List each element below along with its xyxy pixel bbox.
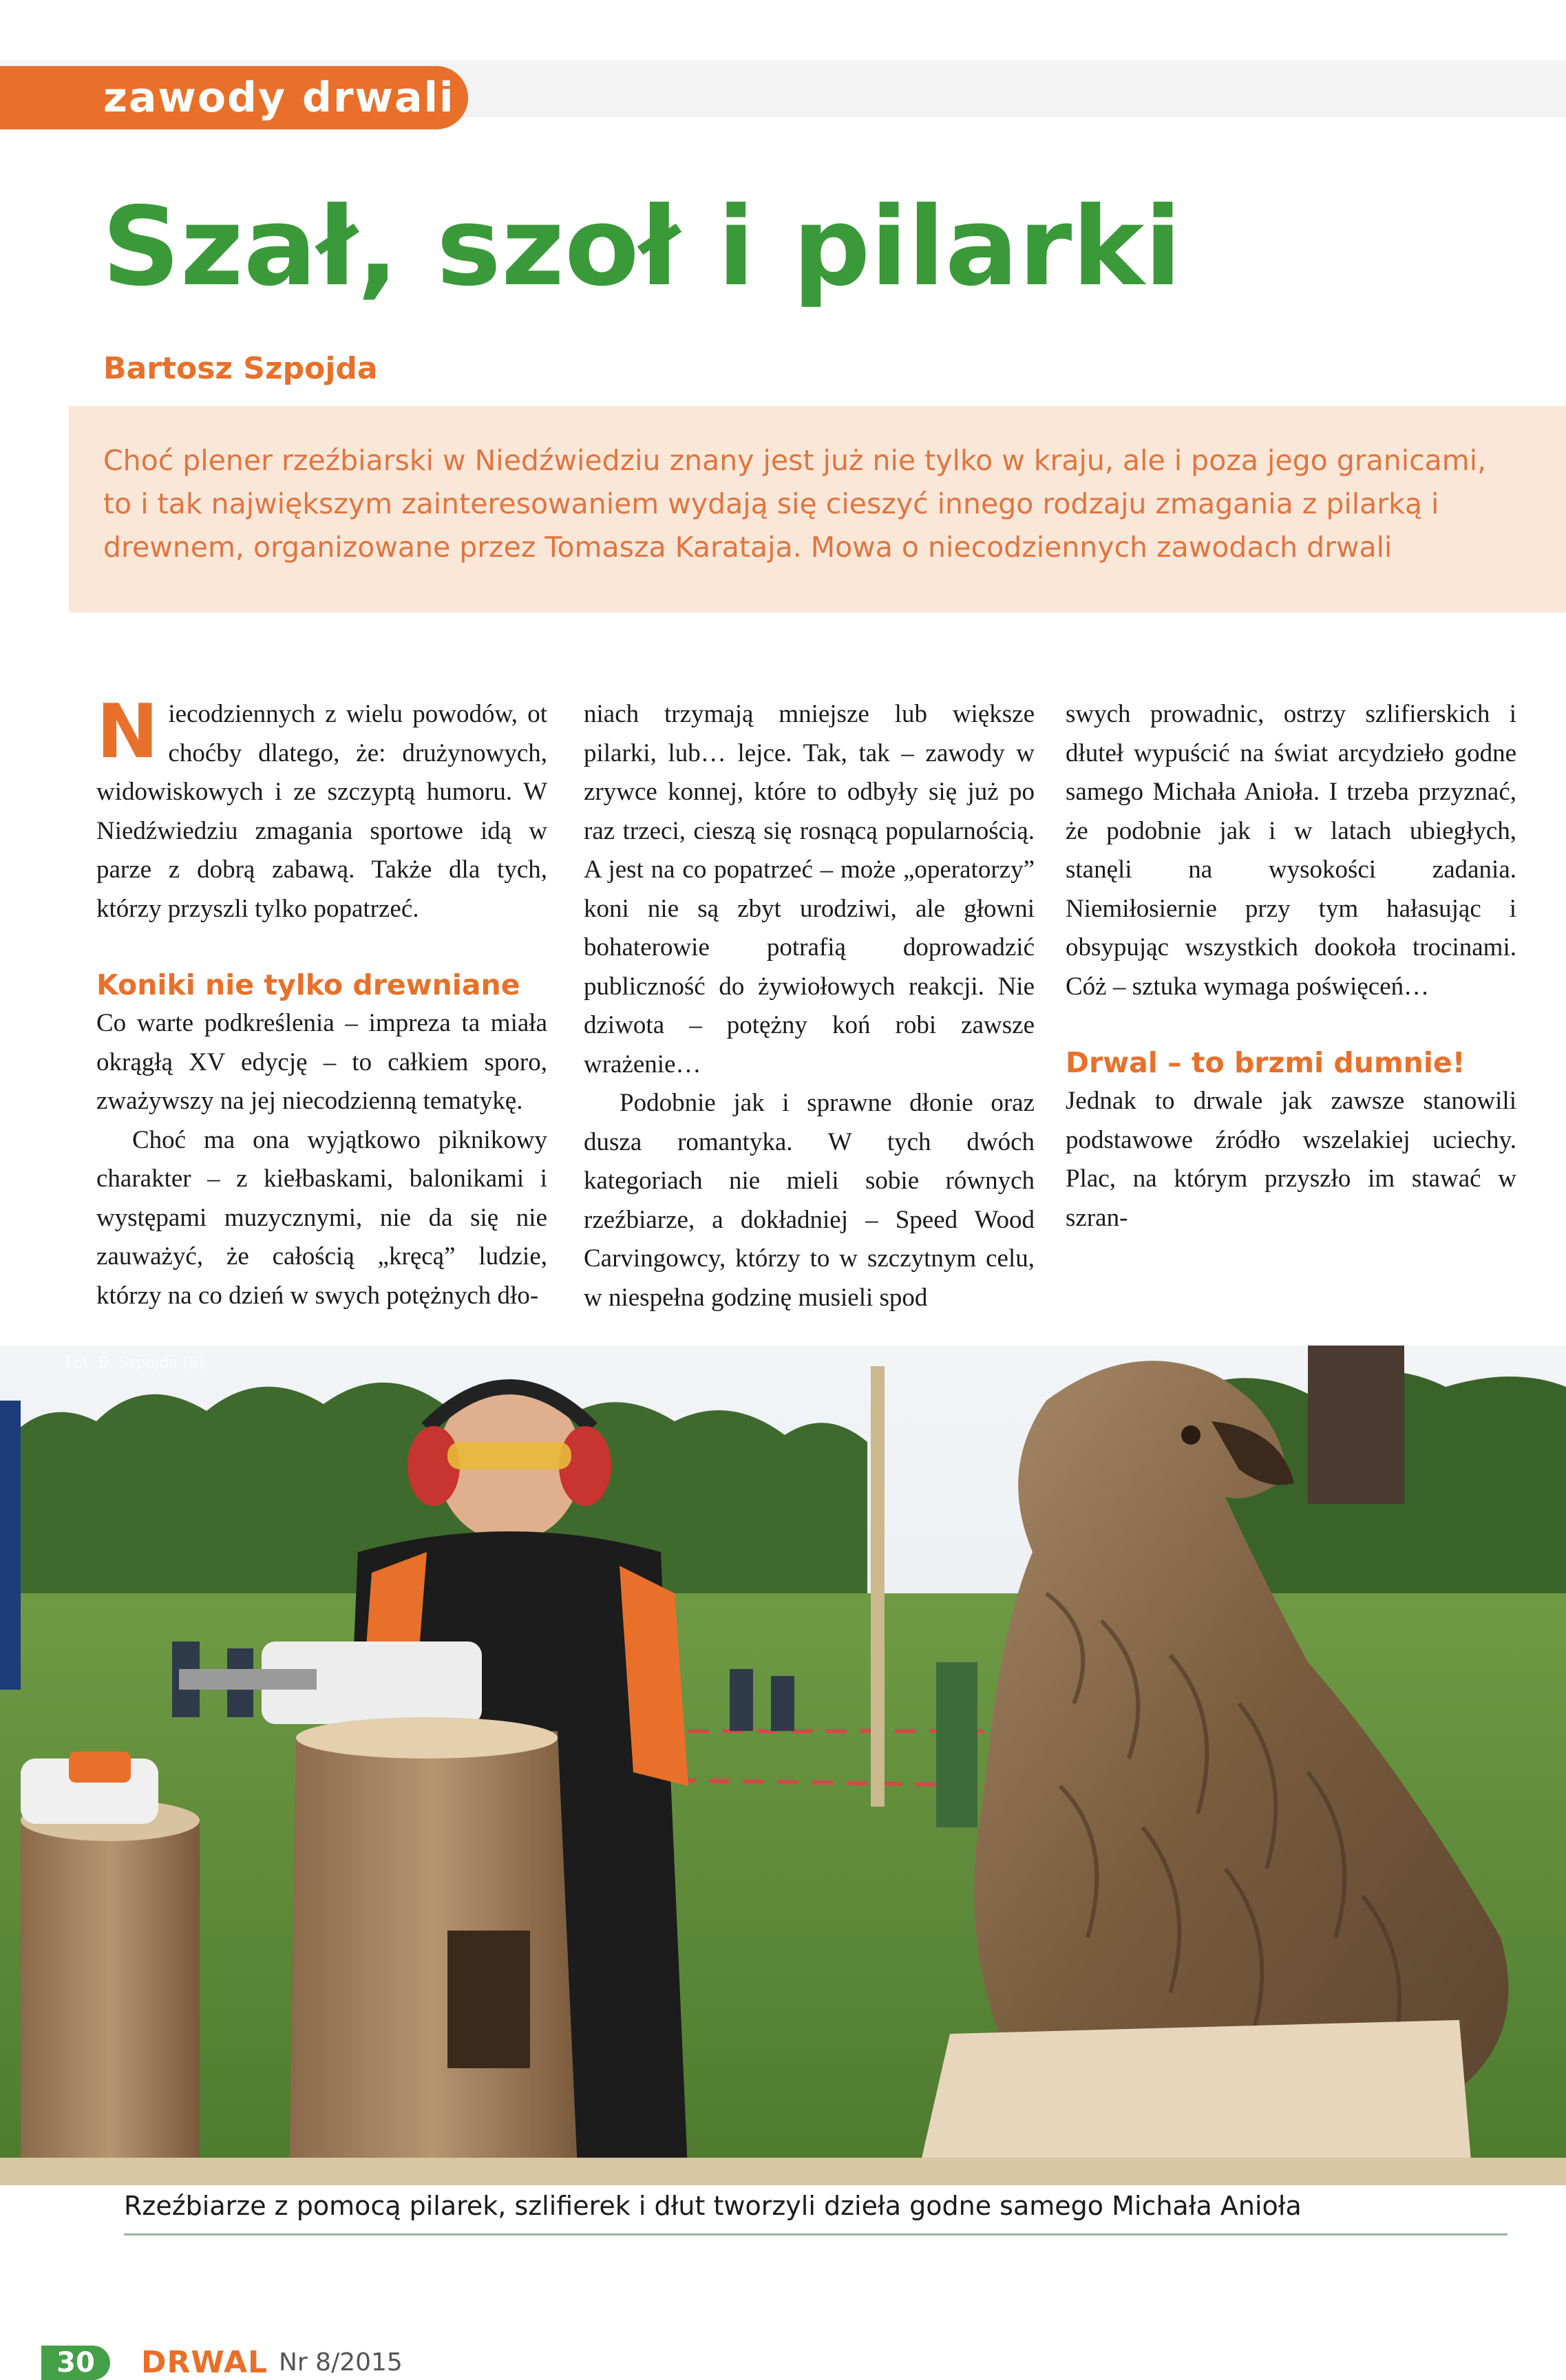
section-label: zawody drwali xyxy=(0,66,468,129)
issue-number: Nr 8/2015 xyxy=(279,2348,403,2377)
subheading-1: Koniki nie tylko drewniane xyxy=(96,968,520,1001)
article-photo xyxy=(0,1346,1566,2185)
column-2 xyxy=(584,695,1035,1317)
subheading-2: Drwal – to brzmi dumnie! xyxy=(1066,1046,1466,1079)
caption-divider xyxy=(124,2233,1507,2235)
paragraph-4: niach trzymają mniejsze lub większe pilarki, lub… lejce. Tak, tak – zawody w zrywce konnej, które to odbyły się już po raz trzeci, cieszą się rosnącą popularnością. A jest na co popatrzeć – może „operatorzy” koni nie są zbyt urodziwi, ale głowni bohaterowie potrafią doprowadzić publiczność do żywiołowych reakcji. Nie dziwota – potężny koń robi zawsze wrażenie… xyxy=(584,700,1035,1079)
column-3 xyxy=(1066,695,1516,1237)
magazine-logo: DRWAL xyxy=(141,2345,268,2380)
column-1 xyxy=(96,689,547,1315)
photo-illustration xyxy=(0,1346,1566,2185)
paragraph-6: swych prowadnic, ostrzy szlifierskich i dłuteł wypuścić na świat arcydzieło godne samego Michała Anioła. I trzeba przyznać, że podobnie jak i w latach ubiegłych, stanęli na wysokości zadania. Niemiłosiernie przy tym hałasując i obsypując wszystkich dookoła trocinami. Cóż – sztuka wymaga poświęceń… xyxy=(1066,700,1516,1001)
drop-cap: N xyxy=(96,689,159,775)
paragraph-1 xyxy=(96,689,547,928)
paragraph-5: Podobnie jak i sprawne dłonie oraz dusza romantyka. W tych dwóch kategoriach nie mieli sobie równych rzeźbiarze, a dokładniej – Speed Wood Carvingowcy, którzy to w szczytnym celu, w niespełna godzinę musieli spod xyxy=(584,1089,1035,1312)
paragraph-2: Co warte podkreślenia – impreza ta miała okrągłą XV edycję – to całkiem sporo, zważywszy na jej niecodzienną tematykę. xyxy=(96,1009,547,1115)
article-lead: Choć plener rzeźbiarski w Niedźwiedziu znany jest już nie tylko w kraju, ale i poza jego granicami, to i tak największym zainteresowaniem wydają się cieszyć innego rodzaju zmagania z pilarką i drewnem, organizowane przez Tomasza Karataja. Mowa o niecodziennych zawodach drwali xyxy=(103,444,1487,564)
article-title: Szał, szoł i pilarki xyxy=(102,184,1182,310)
paragraph-1-text: iecodziennych z wielu powodów, ot choćby dlatego, że: drużynowych, widowiskowych i ze szczyptą humoru. W Niedźwiedziu zmagania sportowe idą w parze z dobrą zabawą. Także dla tych, którzy przyszli tylko popatrzeć. xyxy=(96,700,547,923)
paragraph-7: Jednak to drwale jak zawsze stanowili podstawowe źródło wszelakiej uciechy. Plac, na którym przyszło im stawać w szran- xyxy=(1066,1087,1516,1232)
photo-caption: Rzeźbiarze z pomocą pilarek, szlifierek i dłut tworzyli dzieła godne samego Michała Anioła xyxy=(124,2191,1302,2221)
paragraph-3: Choć ma ona wyjątkowo piknikowy charakter – z kiełbaskami, balonikami i występami muzycznymi, nie da się nie zauważyć, że całością „kręcą” ludzie, którzy na co dzień w swych potężnych dło- xyxy=(96,1125,547,1310)
page-number: 30 xyxy=(41,2346,110,2380)
article-author: Bartosz Szpojda xyxy=(103,351,378,386)
photo-credit: Fot. B. Szpojda (9) xyxy=(65,1354,204,1372)
